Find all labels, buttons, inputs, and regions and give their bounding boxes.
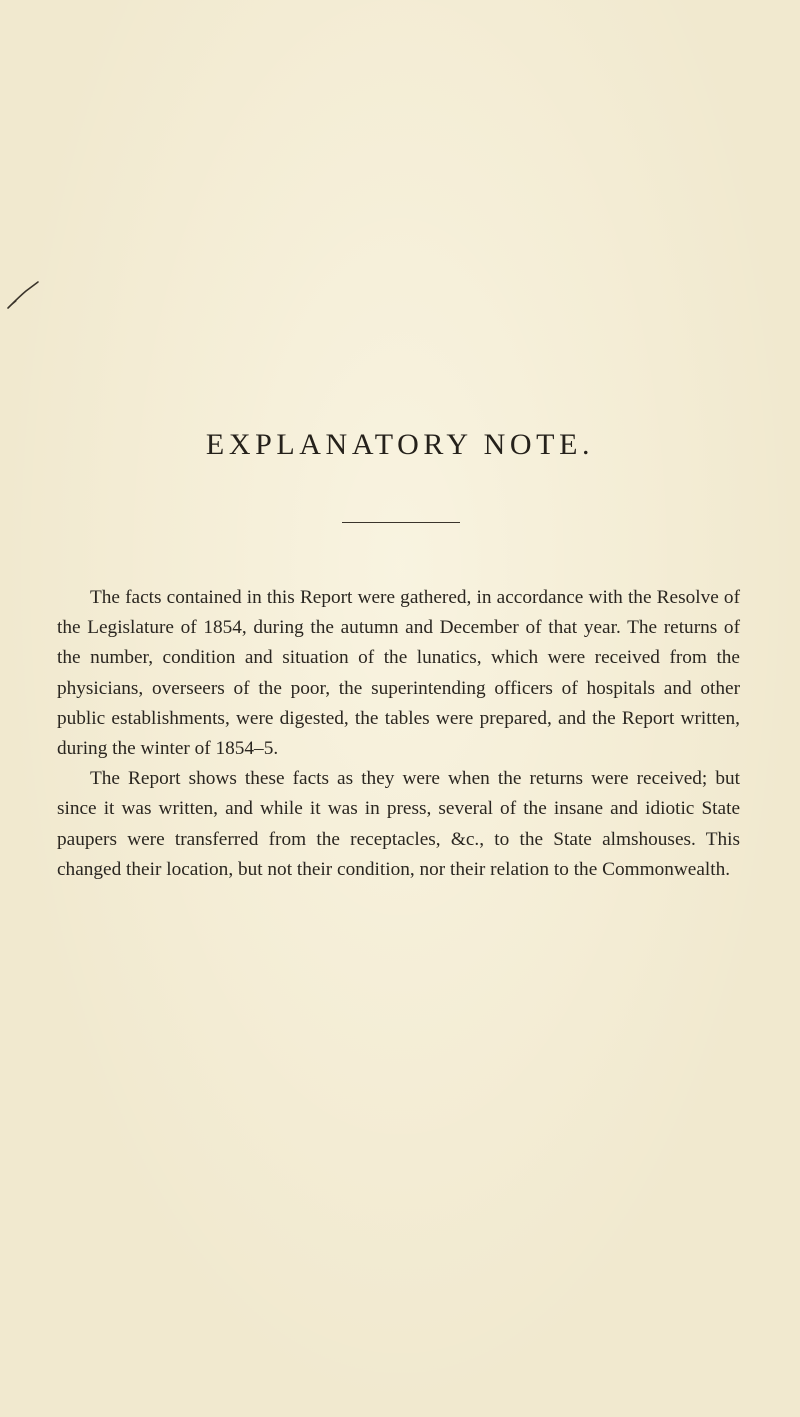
page-title: EXPLANATORY NOTE. [205, 428, 595, 461]
paragraph-2: The Report shows these facts as they were when the returns were received; but since it was written, and while it was in press, several of the insane and idiotic State paupers were transferred from the receptacles, &c., to the State almshouses. This changed their location, but not their condition, nor their relation to the Commonwealth. [57, 768, 740, 880]
paragraph-1: The facts contained in this Report were gathered, in accordance with the Resolve of the Legislature of 1854, during the autumn and December of that year. The returns of the number, condition and situation of the lunatics, which were received from the physicians, overseers of the poor, the superintending officers of hospitals and other public establishments, were digested, the tables were prepared, and the Report written, during the winter of 1854–5. [57, 587, 740, 760]
title-divider [342, 522, 460, 523]
pencil-mark [6, 280, 40, 310]
note-body [57, 583, 740, 885]
